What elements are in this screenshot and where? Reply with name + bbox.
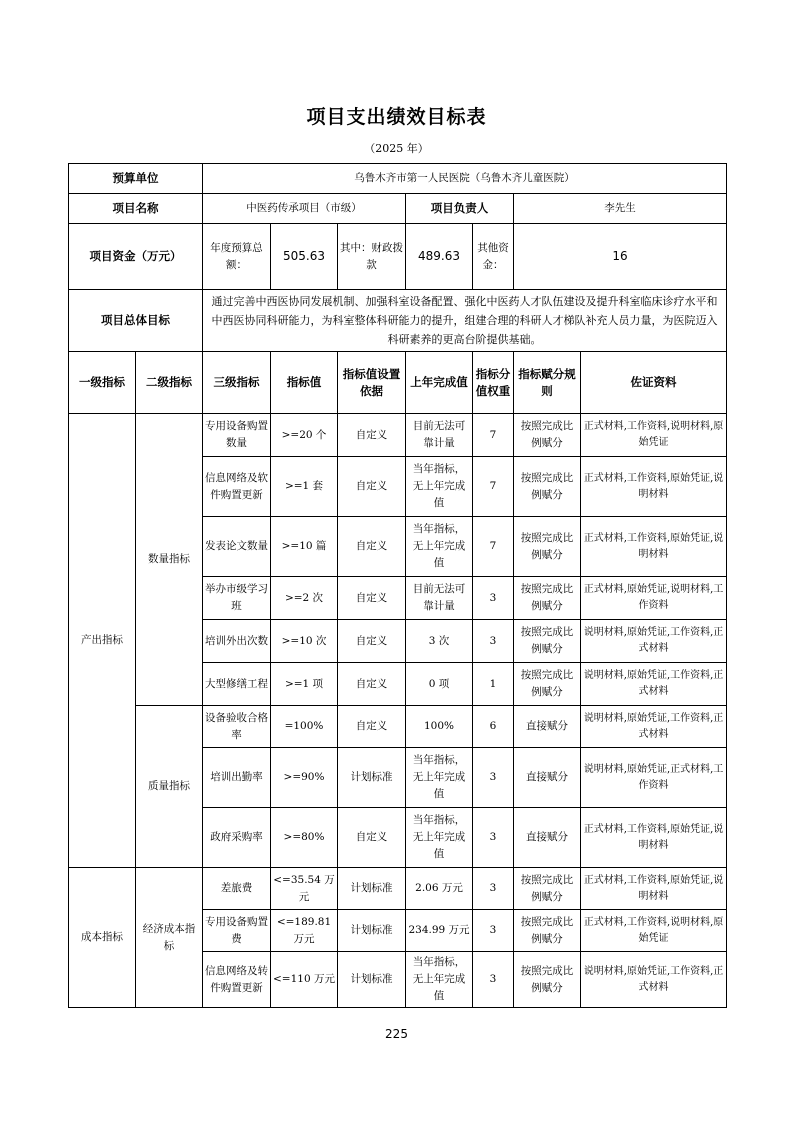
indicator-last-year: 234.99 万元	[406, 910, 473, 952]
indicator-weight: 3	[473, 910, 514, 952]
fund-row	[69, 224, 727, 290]
indicator-basis: 自定义	[338, 808, 406, 868]
fiscal-label: 其中：财政拨款	[338, 224, 406, 290]
indicator-evidence: 说明材料,原始凭证,工作资料,正式材料	[581, 663, 727, 706]
indicator-last-year: 当年指标，无上年完成值	[406, 808, 473, 868]
year-label: （2025 年）	[364, 142, 429, 155]
indicator-value: =100%	[271, 706, 338, 748]
indicator-rule: 按照完成比例赋分	[514, 663, 581, 706]
header-value: 指标值	[271, 352, 338, 414]
indicator-rule: 按照完成比例赋分	[514, 414, 581, 457]
indicator-name: 培训外出次数	[203, 620, 271, 663]
indicator-basis: 计划标准	[338, 868, 406, 910]
indicator-evidence: 正式材料,工作资料,原始凭证,说明材料	[581, 868, 727, 910]
indicator-name: 设备验收合格率	[203, 706, 271, 748]
indicator-value: >=80%	[271, 808, 338, 868]
level2-quantity-cell: 数量指标	[136, 414, 203, 706]
indicator-name: 举办市级学习班	[203, 577, 271, 620]
indicator-name: 信息网络及软件购置更新	[203, 457, 271, 517]
indicator-evidence: 说明材料,原始凭证,工作资料,正式材料	[581, 952, 727, 1008]
budget-unit-label: 预算单位	[69, 164, 203, 194]
indicator-evidence: 说明材料,原始凭证,工作资料,正式材料	[581, 620, 727, 663]
indicator-weight: 3	[473, 620, 514, 663]
indicator-basis: 自定义	[338, 414, 406, 457]
indicator-last-year: 当年指标，无上年完成值	[406, 748, 473, 808]
header-level2: 二级指标	[136, 352, 203, 414]
indicator-basis: 自定义	[338, 517, 406, 577]
page-title: 项目支出绩效目标表	[306, 106, 487, 128]
indicator-evidence: 说明材料,原始凭证,正式材料,工作资料	[581, 748, 727, 808]
indicator-evidence: 正式材料,工作资料,说明材料,原始凭证	[581, 910, 727, 952]
leader-label: 项目负责人	[406, 194, 514, 224]
indicator-value: >=1 套	[271, 457, 338, 517]
indicator-basis: 自定义	[338, 663, 406, 706]
indicator-basis: 自定义	[338, 577, 406, 620]
indicator-last-year: 0 项	[406, 663, 473, 706]
table-row	[69, 414, 727, 457]
header-weight: 指标分值权重	[473, 352, 514, 414]
level2-quality-cell: 质量指标	[136, 706, 203, 868]
indicator-basis: 自定义	[338, 457, 406, 517]
indicator-weight: 3	[473, 868, 514, 910]
fund-label: 项目资金（万元）	[69, 224, 203, 290]
indicator-weight: 6	[473, 706, 514, 748]
indicator-weight: 7	[473, 414, 514, 457]
indicator-rule: 按照完成比例赋分	[514, 457, 581, 517]
indicator-value: <=35.54 万元	[271, 868, 338, 910]
goal-text: 通过完善中西医协同发展机制、加强科室设备配置、强化中医药人才队伍建设及提升科室临床诊疗水平和中西医协同科研能力，为科室整体科研能力的提升，组建合理的科研人才梯队补充人员力量，为医院迈入科研素养的更高台阶提供基础。	[203, 290, 727, 352]
indicator-last-year: 100%	[406, 706, 473, 748]
indicator-value: >=10 次	[271, 620, 338, 663]
indicator-name: 政府采购率	[203, 808, 271, 868]
header-evidence: 佐证资料	[581, 352, 727, 414]
indicator-weight: 3	[473, 577, 514, 620]
header-basis: 指标值设置依据	[338, 352, 406, 414]
indicator-rule: 按照完成比例赋分	[514, 620, 581, 663]
indicator-basis: 自定义	[338, 706, 406, 748]
indicator-evidence: 正式材料,工作资料,原始凭证,说明材料	[581, 457, 727, 517]
budget-unit-value: 乌鲁木齐市第一人民医院（乌鲁木齐儿童医院）	[203, 164, 727, 194]
indicator-rule: 按照完成比例赋分	[514, 910, 581, 952]
level1-output-cell: 产出指标	[69, 414, 136, 868]
indicator-value: >=10 篇	[271, 517, 338, 577]
indicator-evidence: 正式材料,工作资料,说明材料,原始凭证	[581, 414, 727, 457]
indicator-evidence: 正式材料,原始凭证,说明材料,工作资料	[581, 577, 727, 620]
indicator-basis: 计划标准	[338, 910, 406, 952]
level2-economic-cell: 经济成本指标	[136, 868, 203, 1008]
performance-table	[68, 163, 727, 1008]
indicator-rule: 按照完成比例赋分	[514, 517, 581, 577]
fiscal-value: 489.63	[406, 224, 473, 290]
indicator-weight: 7	[473, 517, 514, 577]
indicator-value: >=20 个	[271, 414, 338, 457]
indicator-value: >=1 项	[271, 663, 338, 706]
indicator-name: 大型修缮工程	[203, 663, 271, 706]
indicator-name: 专用设备购置费	[203, 910, 271, 952]
indicator-last-year: 2.06 万元	[406, 868, 473, 910]
goal-row	[69, 290, 727, 352]
table-row	[69, 868, 727, 910]
indicator-rule: 按照完成比例赋分	[514, 577, 581, 620]
indicator-name: 发表论文数量	[203, 517, 271, 577]
indicator-rule: 按照完成比例赋分	[514, 952, 581, 1008]
header-last-year: 上年完成值	[406, 352, 473, 414]
indicator-basis: 计划标准	[338, 952, 406, 1008]
project-name-row	[69, 194, 727, 224]
indicator-last-year: 目前无法可靠计量	[406, 577, 473, 620]
indicator-weight: 3	[473, 808, 514, 868]
indicator-value: <=110 万元	[271, 952, 338, 1008]
indicator-weight: 3	[473, 952, 514, 1008]
header-level3: 三级指标	[203, 352, 271, 414]
indicator-last-year: 3 次	[406, 620, 473, 663]
indicator-basis: 自定义	[338, 620, 406, 663]
indicator-basis: 计划标准	[338, 748, 406, 808]
indicator-name: 信息网络及转件购置更新	[203, 952, 271, 1008]
indicator-rule: 直接赋分	[514, 706, 581, 748]
other-fund-label: 其他资金：	[473, 224, 514, 290]
indicator-value: >=90%	[271, 748, 338, 808]
annual-budget-value: 505.63	[271, 224, 338, 290]
indicator-rule: 直接赋分	[514, 808, 581, 868]
indicator-weight: 7	[473, 457, 514, 517]
indicator-evidence: 说明材料,原始凭证,工作资料,正式材料	[581, 706, 727, 748]
indicator-last-year: 当年指标，无上年完成值	[406, 517, 473, 577]
project-name-value: 中医药传承项目（市级）	[203, 194, 406, 224]
indicator-weight: 1	[473, 663, 514, 706]
header-rule: 指标赋分规则	[514, 352, 581, 414]
annual-budget-label: 年度预算总额：	[203, 224, 271, 290]
indicator-name: 差旅费	[203, 868, 271, 910]
indicator-name: 专用设备购置数量	[203, 414, 271, 457]
page-number: 225	[385, 1027, 408, 1041]
budget-unit-row	[69, 164, 727, 194]
indicator-rule: 直接赋分	[514, 748, 581, 808]
header-row	[69, 352, 727, 414]
other-fund-value: 16	[514, 224, 727, 290]
indicator-value: <=189.81 万元	[271, 910, 338, 952]
leader-value: 李先生	[514, 194, 727, 224]
indicator-last-year: 当年指标，无上年完成值	[406, 457, 473, 517]
indicator-value: >=2 次	[271, 577, 338, 620]
indicator-last-year: 当年指标，无上年完成值	[406, 952, 473, 1008]
indicator-weight: 3	[473, 748, 514, 808]
indicator-rule: 按照完成比例赋分	[514, 868, 581, 910]
goal-label: 项目总体目标	[69, 290, 203, 352]
project-name-label: 项目名称	[69, 194, 203, 224]
indicator-name: 培训出勤率	[203, 748, 271, 808]
indicator-evidence: 正式材料,工作资料,原始凭证,说明材料	[581, 808, 727, 868]
level1-cost-cell: 成本指标	[69, 868, 136, 1008]
indicator-evidence: 正式材料,工作资料,原始凭证,说明材料	[581, 517, 727, 577]
indicator-last-year: 目前无法可靠计量	[406, 414, 473, 457]
table-row	[69, 706, 727, 748]
header-level1: 一级指标	[69, 352, 136, 414]
